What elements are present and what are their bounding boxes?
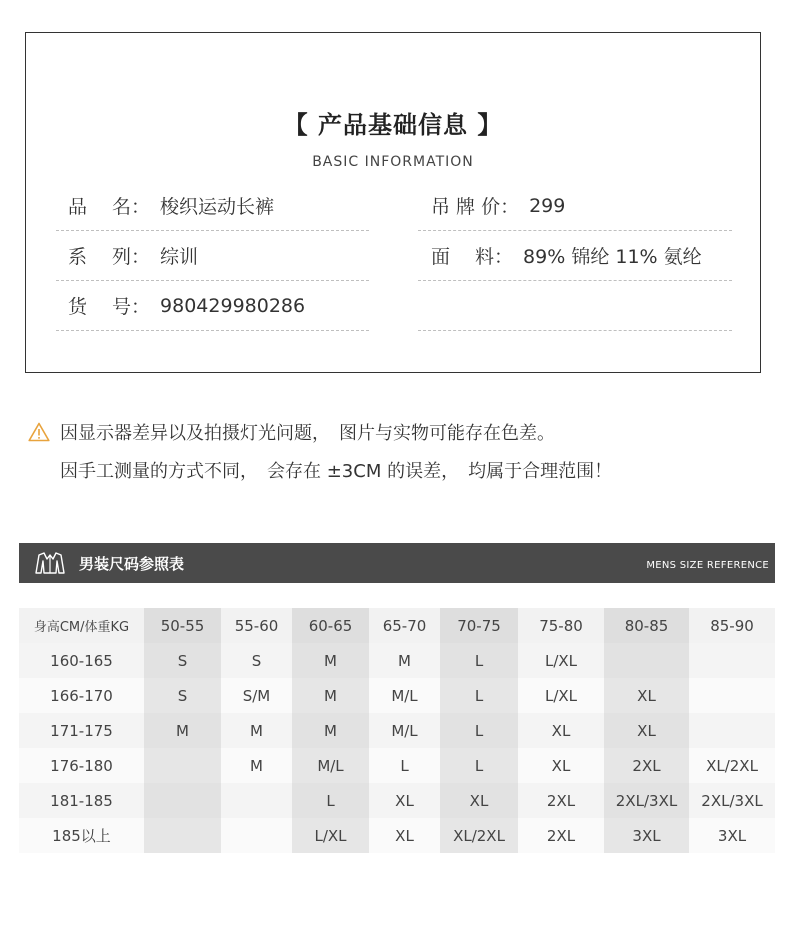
- info-label: 系 列：: [68, 246, 151, 268]
- size-cell: XL/2XL: [689, 748, 775, 783]
- size-cell: L: [369, 748, 440, 783]
- table-row: [19, 818, 775, 853]
- weight-header: 55-60: [221, 608, 292, 643]
- size-cell: L/XL: [518, 643, 604, 678]
- weight-header: 80-85: [604, 608, 689, 643]
- size-table-body: [19, 643, 775, 853]
- info-row-name: [56, 181, 369, 231]
- weight-header: 70-75: [440, 608, 518, 643]
- size-cell: L: [440, 748, 518, 783]
- info-label: 面 料：: [431, 246, 514, 268]
- size-cell: 2XL: [518, 818, 604, 853]
- notice-line-1: [28, 420, 612, 458]
- size-cell: XL: [518, 713, 604, 748]
- size-cell: [144, 783, 221, 818]
- size-cell: 2XL: [604, 748, 689, 783]
- size-cell: M/L: [369, 713, 440, 748]
- info-label: 品 名：: [68, 196, 151, 218]
- size-cell: M: [144, 713, 221, 748]
- size-cell: S/M: [221, 678, 292, 713]
- size-cell: M/L: [292, 748, 369, 783]
- size-cell: [221, 783, 292, 818]
- size-cell: 2XL/3XL: [689, 783, 775, 818]
- size-cell: [689, 643, 775, 678]
- table-row: [19, 748, 775, 783]
- info-value: 299: [529, 194, 566, 217]
- size-cell: XL: [369, 818, 440, 853]
- size-cell: 3XL: [604, 818, 689, 853]
- disclaimer-notice: [28, 420, 612, 496]
- info-value: 89% 锦纶 11% 氨纶: [523, 246, 702, 268]
- size-cell: XL: [604, 678, 689, 713]
- size-cell: S: [221, 643, 292, 678]
- size-table-header-row: [19, 608, 775, 643]
- height-cell: 166-170: [19, 678, 144, 713]
- size-cell: XL: [518, 748, 604, 783]
- size-cell: XL: [604, 713, 689, 748]
- table-row: [19, 678, 775, 713]
- notice-line-2: [28, 458, 612, 496]
- info-title: 【 产品基础信息 】: [283, 111, 503, 139]
- size-chart-header: [19, 543, 775, 583]
- size-cell: M: [292, 713, 369, 748]
- info-value: 梭织运动长裤: [160, 196, 275, 218]
- size-cell: [689, 713, 775, 748]
- warning-triangle-icon: [28, 422, 50, 442]
- weight-header: 75-80: [518, 608, 604, 643]
- info-row-empty: [418, 281, 732, 331]
- size-cell: L: [440, 643, 518, 678]
- table-row: [19, 783, 775, 818]
- height-cell: 160-165: [19, 643, 144, 678]
- notice-text-1: 因显示器差异以及拍摄灯光问题， 图片与实物可能存在色差。: [60, 423, 555, 444]
- size-cell: 3XL: [689, 818, 775, 853]
- size-cell: M/L: [369, 678, 440, 713]
- size-cell: M: [221, 748, 292, 783]
- basic-info-panel: [25, 32, 761, 373]
- table-row: [19, 713, 775, 748]
- size-cell: L: [440, 713, 518, 748]
- size-cell: M: [221, 713, 292, 748]
- size-cell: [689, 678, 775, 713]
- height-cell: 176-180: [19, 748, 144, 783]
- height-cell: 181-185: [19, 783, 144, 818]
- info-row-fabric: [418, 231, 732, 281]
- weight-header: 60-65: [292, 608, 369, 643]
- info-row-sku: [56, 281, 369, 331]
- size-cell: XL: [440, 783, 518, 818]
- size-chart-subtitle: MENS SIZE REFERENCE: [646, 560, 769, 571]
- size-cell: S: [144, 643, 221, 678]
- size-cell: 2XL/3XL: [604, 783, 689, 818]
- size-cell: M: [292, 643, 369, 678]
- weight-header: 65-70: [369, 608, 440, 643]
- size-cell: XL/2XL: [440, 818, 518, 853]
- size-cell: M: [369, 643, 440, 678]
- corner-label: 身高CM/体重KG: [19, 608, 144, 643]
- height-cell: 185以上: [19, 818, 144, 853]
- size-cell: M: [292, 678, 369, 713]
- size-chart-title: 男装尺码参照表: [79, 555, 185, 573]
- info-row-series: [56, 231, 369, 281]
- size-cell: [144, 818, 221, 853]
- notice-text-2: 因手工测量的方式不同， 会存在 ±3CM 的误差， 均属于合理范围！: [60, 461, 613, 482]
- size-cell: 2XL: [518, 783, 604, 818]
- height-cell: 171-175: [19, 713, 144, 748]
- size-cell: [144, 748, 221, 783]
- size-table: [19, 608, 775, 853]
- info-label: 吊 牌 价：: [431, 196, 520, 218]
- size-cell: S: [144, 678, 221, 713]
- info-subtitle: BASIC INFORMATION: [312, 154, 474, 170]
- weight-header: 85-90: [689, 608, 775, 643]
- info-label: 货 号：: [68, 296, 151, 318]
- size-cell: [604, 643, 689, 678]
- size-cell: L/XL: [518, 678, 604, 713]
- jacket-logo-icon: [35, 551, 65, 575]
- size-cell: XL: [369, 783, 440, 818]
- weight-header: 50-55: [144, 608, 221, 643]
- size-cell: L/XL: [292, 818, 369, 853]
- size-cell: [221, 818, 292, 853]
- table-row: [19, 643, 775, 678]
- info-row-price: [418, 181, 732, 231]
- size-cell: L: [292, 783, 369, 818]
- info-value: 综训: [160, 246, 199, 268]
- info-value: 980429980286: [160, 294, 306, 317]
- size-cell: L: [440, 678, 518, 713]
